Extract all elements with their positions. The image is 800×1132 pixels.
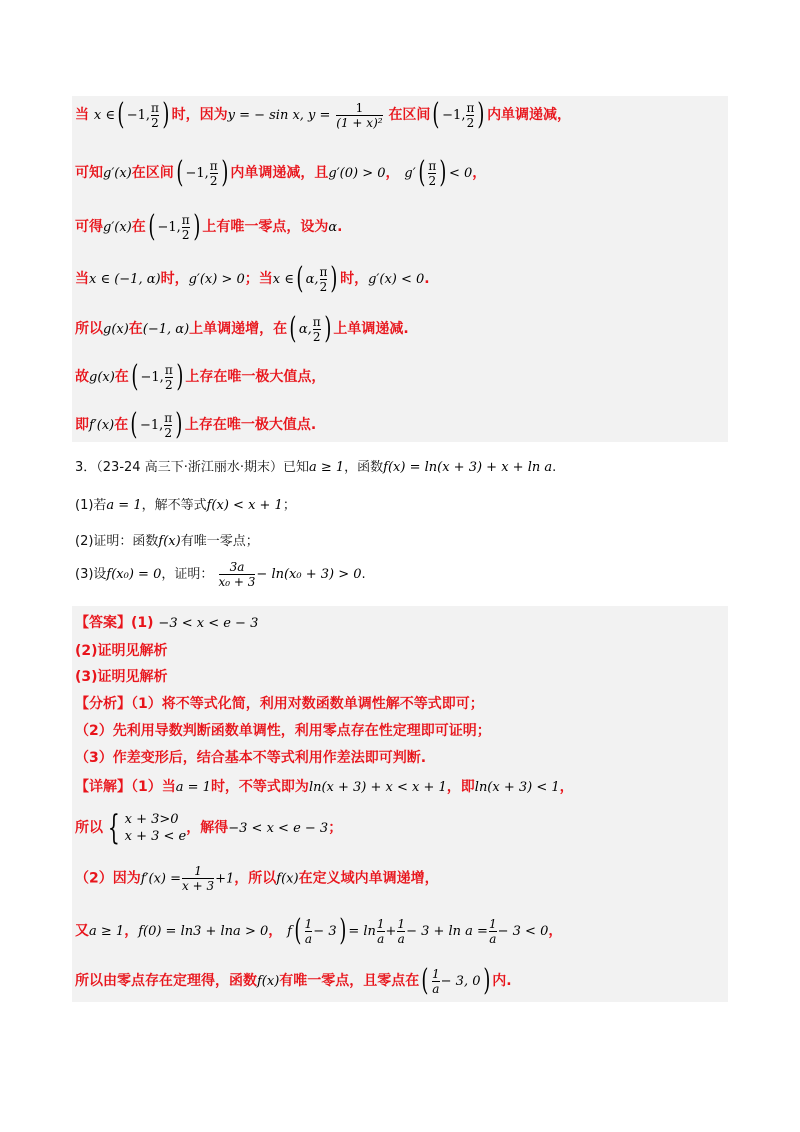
- detail-5: 所以由零点存在定理得，函数f(x)有唯一零点，且零点在( $\frac{1}{a}$ − 3, 0) 内.: [75, 963, 512, 998]
- p1-line-6: 故g(x)在( −1, $\frac{\pi}{2}$ ) 上存在唯一极大值点，: [75, 359, 326, 394]
- problem-stem: 3．（23-24 高三下·浙江丽水·期末）已知a ≥ 1，函数f(x) = ln(x + 3) + x + ln a.: [75, 460, 557, 475]
- detail-1: 【详解】（1）当a = 1时，不等式即为ln(x + 3) + x < x + 1，即ln(x + 3) < 1，: [75, 779, 574, 795]
- answer-2: (2)证明见解析: [75, 643, 168, 659]
- p1-line-2: 可知g′(x)在区间( −1, $\frac{\pi}{2}$ ) 内单调递减，且g′(0) > 0， g′( $\frac{\pi}{2}$ ) < 0，: [75, 155, 487, 190]
- analysis-1: 【分析】（1）将不等式化简，利用对数函数单调性解不等式即可；: [75, 696, 484, 712]
- detail-2: 所以 { x + 3>0 x + 3 < e ，解得−3 < x < e − 3；: [75, 808, 343, 848]
- p1-line-7: 即f′(x)在( −1, $\frac{\pi}{2}$ ) 上存在唯一极大值点.: [75, 407, 317, 442]
- question-3: (3)设f(x₀) = 0，证明： $\frac{3a}{\text{x₀ + 3}}$ − ln(x₀ + 3) > 0.: [75, 560, 366, 589]
- p1-line-1: 当 x ∈( −1, $\frac{\pi}{2}$ ) 时，因为y = − sin x, y = $\frac{1}{\text{(1 + x)²}}$ 在区间( −1, $\frac{\pi}{2}$ ) 内单调递减，: [75, 97, 572, 132]
- question-2: (2)证明：函数f(x)有唯一零点；: [75, 534, 259, 549]
- detail-3: （2）因为f′(x) = $\frac{1}{x + 3}$ +1，所以f(x)在定义域内单调递增，: [75, 864, 439, 893]
- p1-line-5: 所以g(x)在(−1, α)上单调递增，在( α, $\frac{\pi}{2}$ ) 上单调递减.: [75, 311, 409, 346]
- answer-3: (3)证明见解析: [75, 669, 168, 685]
- analysis-3: （3）作差变形后，结合基本不等式利用作差法即可判断.: [75, 750, 427, 766]
- question-1: (1)若a = 1，解不等式f(x) < x + 1；: [75, 498, 296, 513]
- analysis-2: （2）先利用导数判断函数单调性，利用零点存在性定理即可证明；: [75, 723, 491, 739]
- p1-line-4: 当x ∈ (−1, α)时，g′(x) > 0；当x ∈( α, $\frac{\pi}{2}$ ) 时，g′(x) < 0.: [75, 261, 430, 296]
- answer-line: 【答案】(1) −3 < x < e − 3: [75, 615, 259, 631]
- p1-line-3: 可得g′(x)在( −1, $\frac{\pi}{2}$ ) 上有唯一零点，设为α.: [75, 209, 343, 244]
- detail-4: 又a ≥ 1，f(0) = ln3 + lna > 0， f( $\frac{1}{a}$ − 3) = ln $\frac{1}{a}$ + $\frac{1}{a}$ − 3 + ln a = $\frac{1}{a}$ − 3 < 0，: [75, 913, 563, 948]
